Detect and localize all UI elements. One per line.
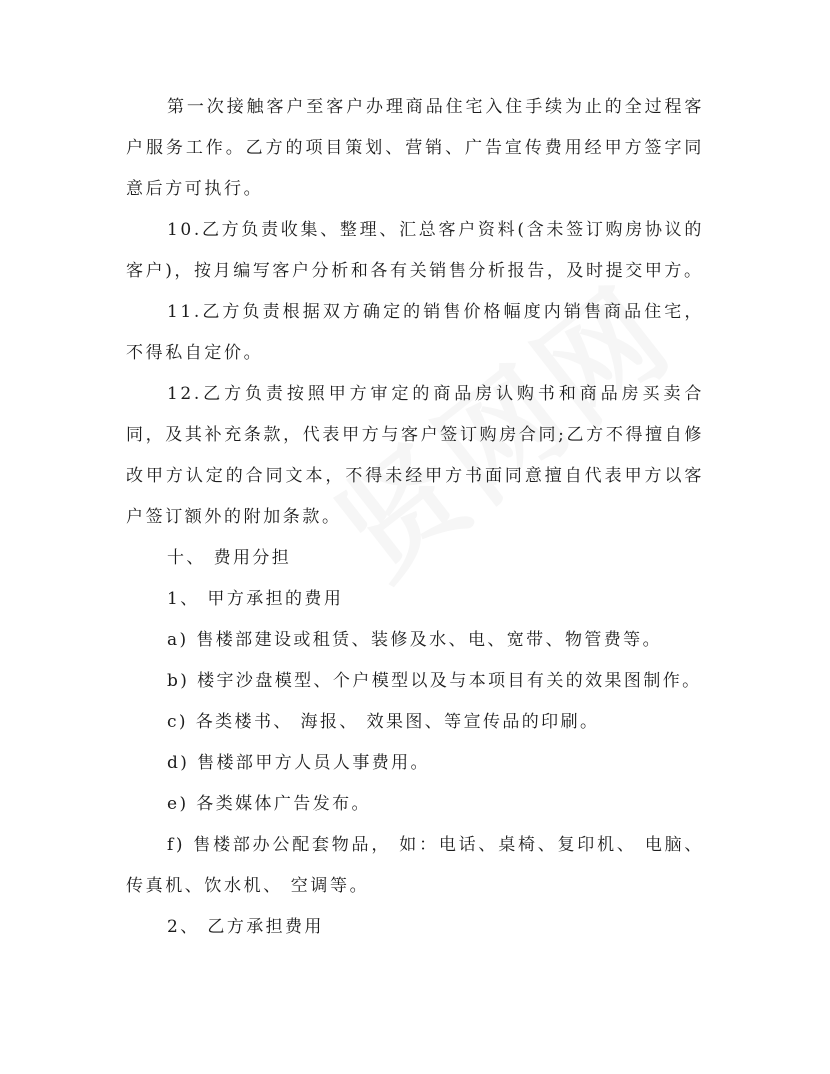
list-item-c: c) 各类楼书、 海报、 效果图、等宣传品的印刷。 xyxy=(167,712,600,732)
list-item-d: d) 售楼部甲方人员人事费用。 xyxy=(167,753,430,773)
paragraph-item-12: 12.乙方负责按照甲方审定的商品房认购书和商品房买卖合同，及其补充条款，代表甲方与客户签订购房合同;乙方不得擅自修改甲方认定的合同文本，不得未经甲方书面同意擅自代表甲方以客户签订额外的附加条款。 xyxy=(126,384,704,527)
list-item-a: a) 售楼部建设或租赁、装修及水、电、宽带、物管费等。 xyxy=(167,630,662,650)
section-heading-cost-sharing: 十、 费用分担 xyxy=(167,548,292,568)
paragraph-item-10: 10.乙方负责收集、整理、汇总客户资料(含未签订购房协议的客户)，按月编写客户分析和各有关销售分析报告，及时提交甲方。 xyxy=(126,220,704,281)
list-item-e: e) 各类媒体广告发布。 xyxy=(167,794,371,814)
subheading-party-a-costs: 1、 甲方承担的费用 xyxy=(167,589,344,609)
paragraph-client-service: 第一次接触客户至客户办理商品住宅入住手续为止的全过程客户服务工作。乙方的项目策划、营销、广告宣传费用经甲方签字同意后方可执行。 xyxy=(126,97,704,199)
document-body xyxy=(126,87,704,948)
list-item-b: b) 楼宇沙盘模型、个户模型以及与本项目有关的效果图制作。 xyxy=(167,671,702,691)
paragraph-item-11: 11.乙方负责根据双方确定的销售价格幅度内销售商品住宅，不得私自定价。 xyxy=(126,302,704,363)
list-item-f: f) 售楼部办公配套物品， 如：电话、桌椅、复印机、 电脑、传真机、饮水机、 空调等。 xyxy=(126,835,704,896)
subheading-party-b-costs: 2、 乙方承担费用 xyxy=(167,917,324,937)
